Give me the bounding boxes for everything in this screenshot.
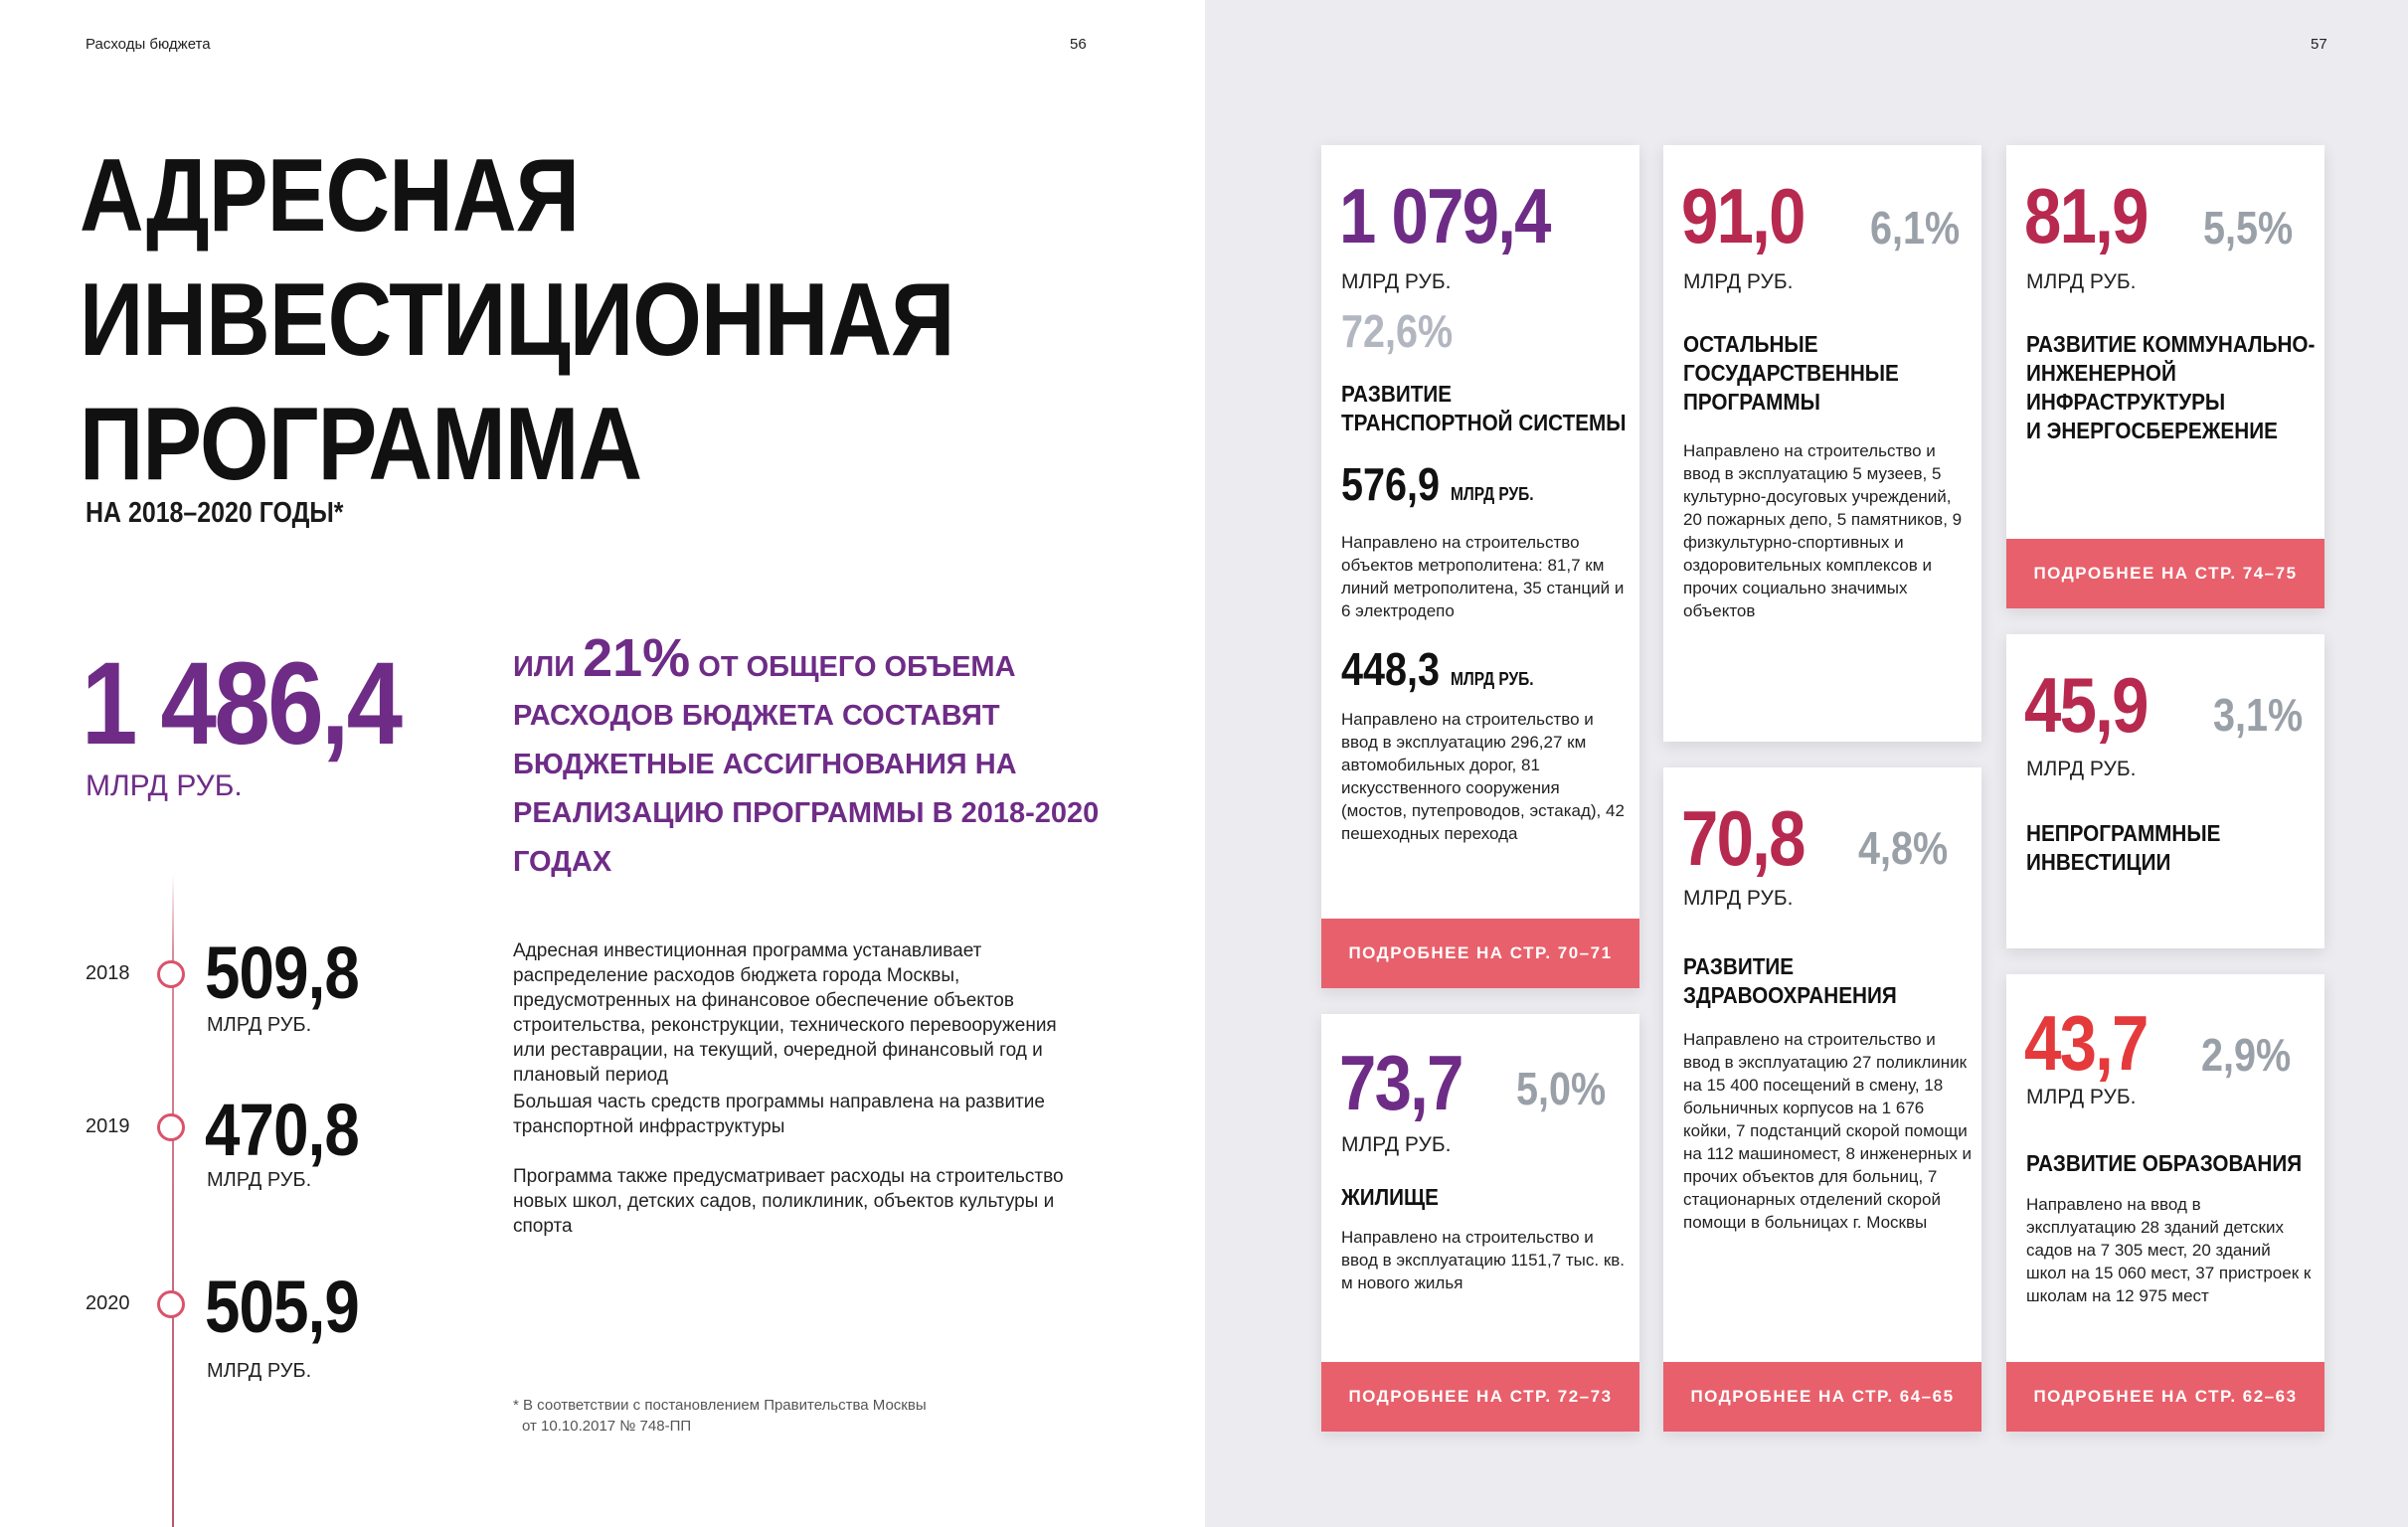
- card-description: Направлено на строительство и ввод в эксплуатацию 1151,7 тыс. кв. м нового жилья: [1341, 1228, 1626, 1292]
- page-number-left: 56: [1070, 36, 1087, 53]
- card-title: [2026, 330, 2315, 445]
- card-health: [1663, 767, 1981, 1432]
- page-number-right: 57: [2311, 36, 2327, 53]
- card-value: 70,8: [1681, 794, 1805, 882]
- more-button-health[interactable]: ПОДРОБНЕЕ НА СТР. 64–65: [1663, 1362, 1981, 1432]
- total-unit: МЛРД РУБ.: [86, 769, 243, 802]
- timeline-dot-icon: [157, 1113, 185, 1141]
- card-title-line: ИНВЕСТИЦИИ: [2026, 849, 2171, 875]
- right-page: [1205, 0, 2408, 1527]
- card-percent: 3,1%: [2213, 689, 2304, 741]
- card-description: Направлено на строительство и ввод в эксплуатацию 296,27 км автомобильных дорог, 81 искусственного сооружения (мостов, путепроводов, эстакад), 42 пешеходных перехода: [1341, 710, 1625, 843]
- card-percent: 5,0%: [1516, 1063, 1607, 1114]
- card-title-line: РАЗВИТИЕ: [1683, 953, 1795, 979]
- title-line-3: ПРОГРАММА: [80, 387, 642, 502]
- timeline-unit: МЛРД РУБ.: [207, 1360, 312, 1382]
- card-utilities: [2006, 145, 2324, 608]
- timeline-dot-icon: [157, 960, 185, 988]
- card-sub-value: [1341, 457, 1534, 511]
- more-button-utilities[interactable]: ПОДРОБНЕЕ НА СТР. 74–75: [2006, 539, 2324, 608]
- card-value: 73,7: [1339, 1039, 1462, 1126]
- footnote-line-2: от 10.10.2017 № 748-ПП: [522, 1418, 692, 1435]
- footnote-line-1: * В соответствии с постановлением Правительства Москвы: [513, 1397, 927, 1414]
- timeline-year: 2019: [86, 1115, 130, 1137]
- card-unit: МЛРД РУБ.: [1341, 1133, 1452, 1156]
- card-title-line: РАЗВИТИЕ: [1341, 381, 1453, 407]
- card-title-line: НЕПРОГРАММНЫЕ: [2026, 820, 2221, 846]
- card-value: 43,7: [2024, 999, 2148, 1087]
- card-title-line: ЗДРАВООХРАНЕНИЯ: [1683, 982, 1897, 1008]
- card-title-line: ОСТАЛЬНЫЕ: [1683, 331, 1818, 357]
- timeline-year: 2020: [86, 1292, 130, 1314]
- card-title-line: ИНФРАСТРУКТУРЫ: [2026, 389, 2226, 415]
- timeline-dot-icon: [157, 1290, 185, 1318]
- page-subtitle: НА 2018–2020 ГОДЫ*: [86, 497, 344, 529]
- sub-value: 576,9: [1341, 458, 1441, 510]
- timeline-unit: МЛРД РУБ.: [207, 1169, 312, 1191]
- body-paragraph: Адресная инвестиционная программа устанавливает распределение расходов бюджета города Москвы, предусмотренных на финансовое обеспечение объектов строительства, реконструкции, технического перевооружения или реставрации, на текущий, очередной финансовый год и плановый период: [513, 940, 1057, 1086]
- page-title: [80, 134, 954, 507]
- share-percent: 21%: [583, 628, 691, 688]
- total-value: 1 486,4: [82, 638, 401, 769]
- more-button-transport[interactable]: ПОДРОБНЕЕ НА СТР. 70–71: [1321, 919, 1639, 988]
- card-value: 91,0: [1681, 172, 1805, 259]
- card-title-line: ТРАНСПОРТНОЙ СИСТЕМЫ: [1341, 410, 1627, 435]
- card-percent: 5,5%: [2203, 202, 2294, 254]
- card-title: [1683, 952, 1897, 1010]
- card-title-line: И ЭНЕРГОСБЕРЕЖЕНИЕ: [2026, 418, 2278, 443]
- card-title-line: РАЗВИТИЕ КОММУНАЛЬНО-: [2026, 331, 2316, 357]
- body-paragraph: Большая часть средств программы направлена на развитие транспортной инфраструктуры: [513, 1092, 1045, 1137]
- footnote: [513, 1395, 927, 1437]
- card-title-line: ГОСУДАРСТВЕННЫЕ: [1683, 360, 1899, 386]
- card-percent: 6,1%: [1870, 202, 1961, 254]
- card-unit: МЛРД РУБ.: [1341, 270, 1452, 293]
- card-other-programs: [1663, 145, 1981, 742]
- card-unit: МЛРД РУБ.: [1683, 270, 1794, 293]
- timeline-unit: МЛРД РУБ.: [207, 1014, 312, 1036]
- card-sub-value: [1341, 642, 1534, 696]
- section-header: Расходы бюджета: [86, 36, 211, 53]
- timeline-value: 509,8: [205, 932, 359, 1014]
- body-paragraph: Программа также предусматривает расходы на строительство новых школ, детских садов, поликлиник, объектов культуры и спорта: [513, 1166, 1064, 1237]
- total-share-text: [513, 628, 1179, 887]
- sub-unit: МЛРД РУБ.: [1450, 669, 1534, 689]
- card-title: [1341, 380, 1627, 437]
- more-button-housing[interactable]: ПОДРОБНЕЕ НА СТР. 72–73: [1321, 1362, 1639, 1432]
- card-title-line: ПРОГРАММЫ: [1683, 389, 1820, 415]
- card-value: 45,9: [2024, 661, 2148, 749]
- card-title: РАЗВИТИЕ ОБРАЗОВАНИЯ: [2026, 1150, 2303, 1176]
- card-title: [1683, 330, 1899, 417]
- card-description: Направлено на строительство и ввод в эксплуатацию 5 музеев, 5 культурно-досуговых учреждений, 20 пожарных депо, 5 памятников, 9 физкультурно-спортивных и оздоровительных комплексов и прочих социально значимых объектов: [1683, 441, 1963, 620]
- card-housing: [1321, 1014, 1639, 1432]
- card-title: [2026, 819, 2220, 877]
- card-description: Направлено на ввод в эксплуатацию 28 зданий детских садов на 7 305 мест, 20 зданий школ на 15 060 мест, 37 пристроек к школам на 12 975 мест: [2026, 1195, 2312, 1305]
- card-value: 1 079,4: [1339, 172, 1550, 259]
- card-title: ЖИЛИЩЕ: [1341, 1184, 1439, 1210]
- card-nonprogram: [2006, 634, 2324, 948]
- card-unit: МЛРД РУБ.: [2026, 758, 2137, 780]
- card-transport: [1321, 145, 1639, 988]
- card-percent: 2,9%: [2201, 1029, 2292, 1081]
- share-prefix: ИЛИ: [513, 651, 576, 683]
- timeline-value: 470,8: [205, 1089, 359, 1171]
- title-line-1: АДРЕСНАЯ: [80, 138, 580, 254]
- card-unit: МЛРД РУБ.: [2026, 270, 2137, 293]
- card-value: 81,9: [2024, 172, 2148, 259]
- timeline-year: 2018: [86, 962, 130, 984]
- card-percent: 4,8%: [1858, 822, 1949, 874]
- more-button-education[interactable]: ПОДРОБНЕЕ НА СТР. 62–63: [2006, 1362, 2324, 1432]
- card-description: Направлено на строительство объектов метрополитена: 81,7 км линий метрополитена, 35 станций и 6 электродепо: [1341, 533, 1625, 620]
- card-percent: 72,6%: [1341, 305, 1454, 357]
- timeline-value: 505,9: [205, 1266, 359, 1348]
- sub-value: 448,3: [1341, 643, 1441, 695]
- card-unit: МЛРД РУБ.: [2026, 1086, 2137, 1108]
- title-line-2: ИНВЕСТИЦИОННАЯ: [80, 262, 954, 378]
- card-description: Направлено на строительство и ввод в эксплуатацию 27 поликлиник на 15 400 посещений в смену, 18 больничных корпусов на 1 676 койки, 7 подстанций скорой помощи на 112 машиномест, 8 инженерных и прочих объектов для больниц, 7 стационарных отделений скорой помощи в больницах г. Москвы: [1683, 1030, 1973, 1232]
- card-education: [2006, 974, 2324, 1432]
- card-unit: МЛРД РУБ.: [1683, 887, 1794, 910]
- sub-unit: МЛРД РУБ.: [1450, 484, 1534, 504]
- card-title-line: ИНЖЕНЕРНОЙ: [2026, 360, 2176, 386]
- share-description: ОТ ОБЩЕГО ОБЪЕМА РАСХОДОВ БЮДЖЕТА СОСТАВЯТ БЮДЖЕТНЫЕ АССИГНОВАНИЯ НА РЕАЛИЗАЦИЮ ПРОГРАММЫ В 2018-2020 ГОДАХ: [513, 651, 1100, 878]
